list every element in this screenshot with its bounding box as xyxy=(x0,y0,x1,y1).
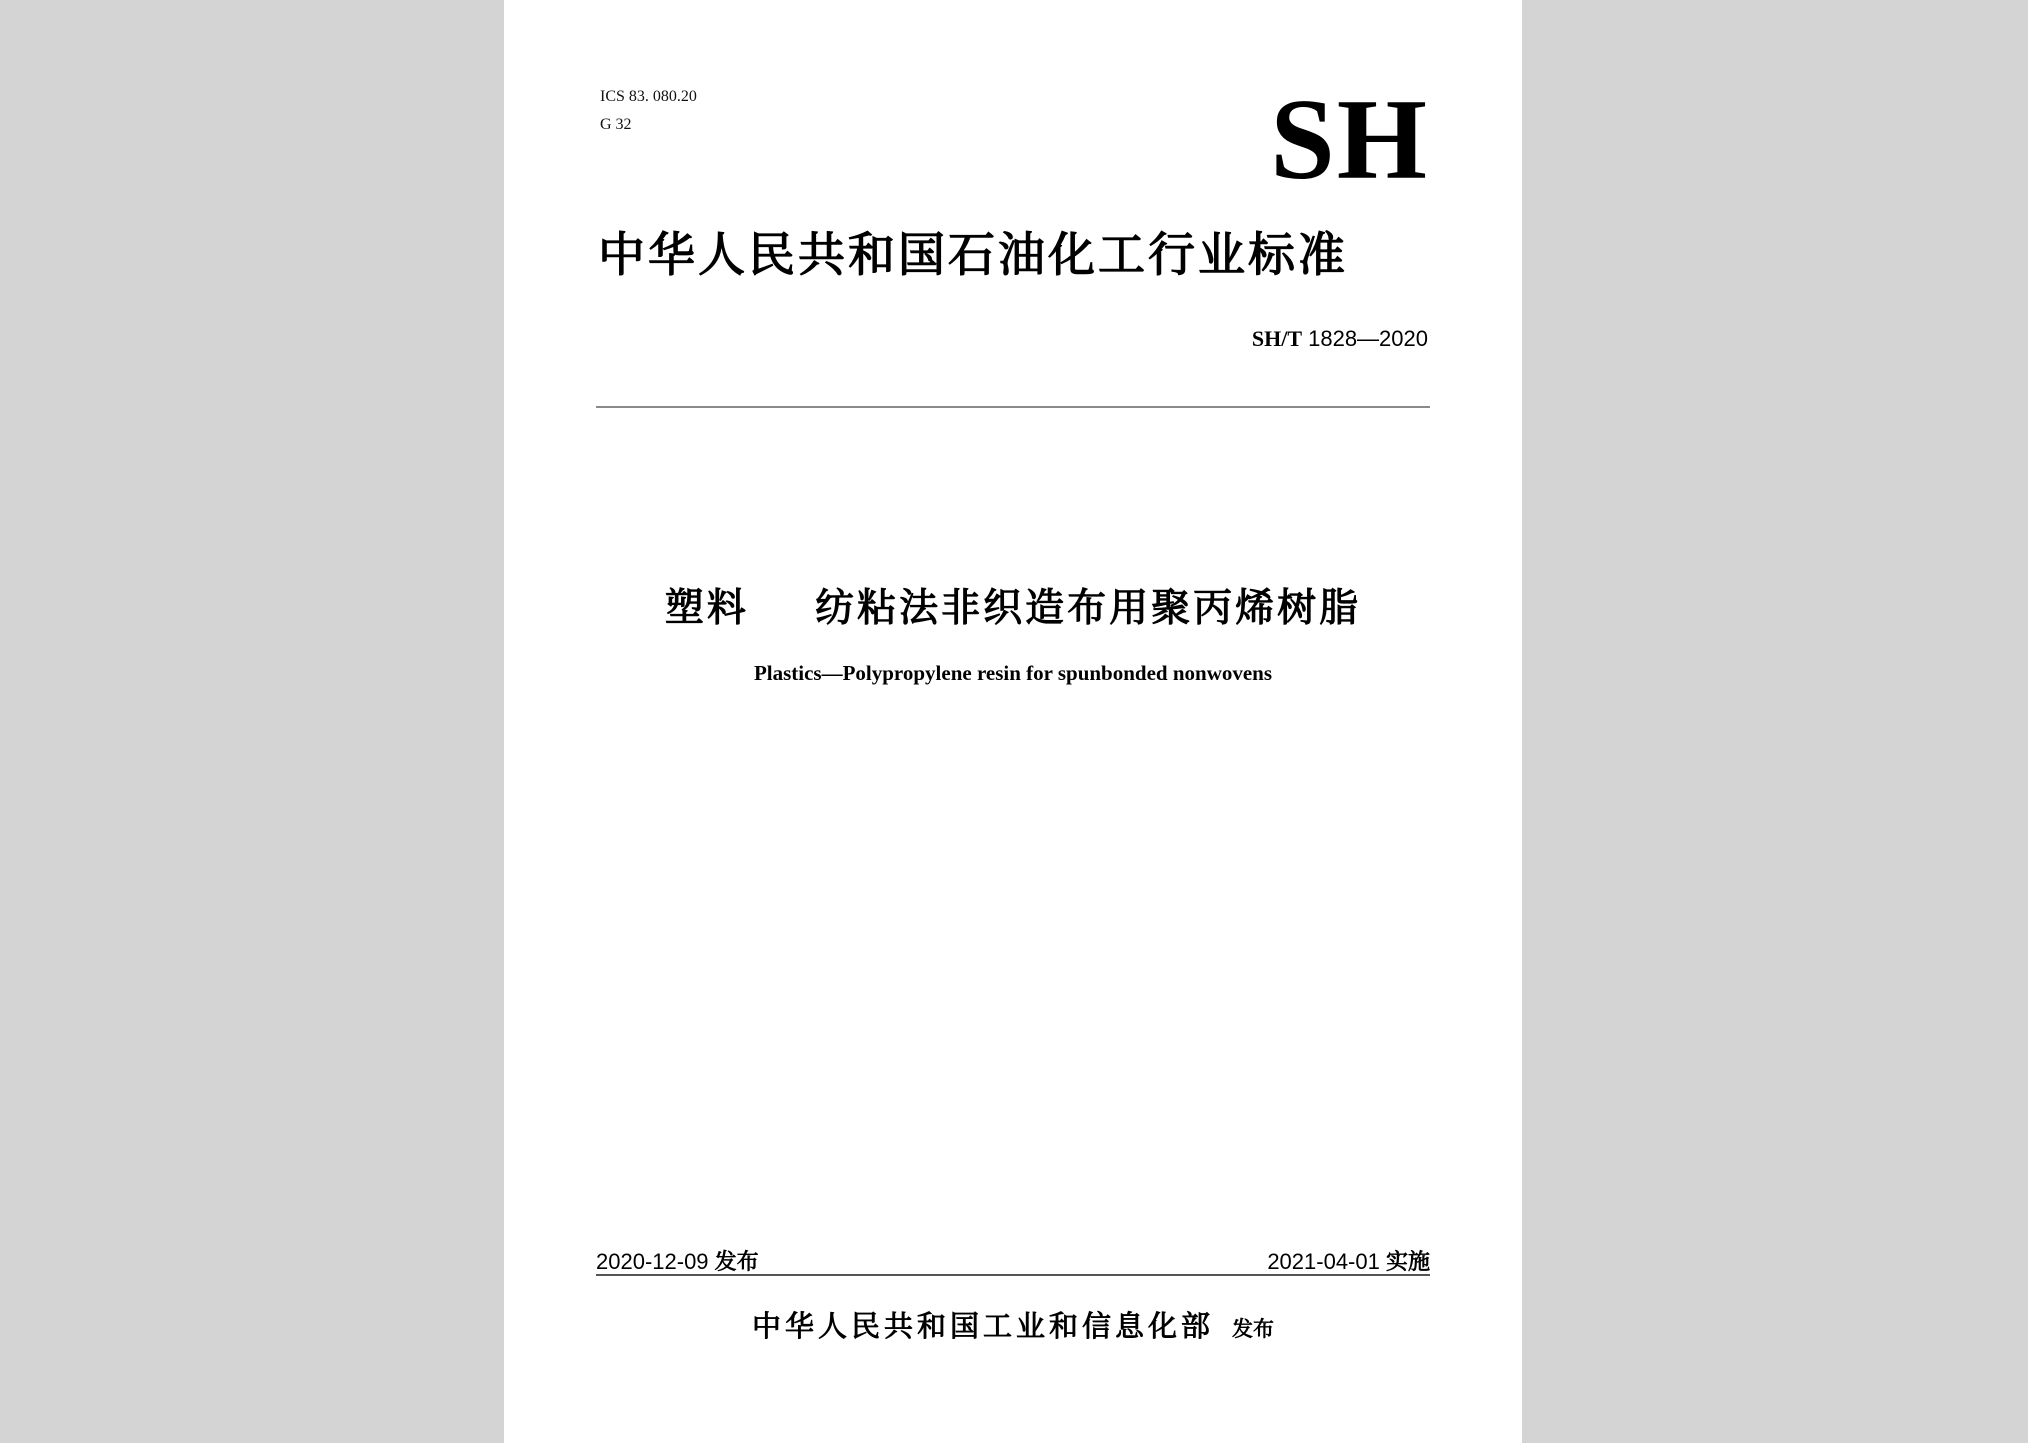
standard-code-prefix: SH/T xyxy=(1251,326,1302,351)
issue-date xyxy=(596,1245,759,1276)
standard-code xyxy=(1252,326,1428,352)
implementation-date-label: 实施 xyxy=(1385,1250,1430,1275)
ics-code: ICS 83. 080.20 xyxy=(600,88,697,105)
bottom-divider xyxy=(596,1274,1430,1276)
implementation-date-value: 2021-04-01 xyxy=(1267,1249,1380,1274)
issue-date-label: 发布 xyxy=(714,1250,759,1275)
sh-logo: SH xyxy=(1270,76,1429,204)
document-page xyxy=(504,0,1522,1443)
chinese-title: 塑料 纺粘法非织造布用聚丙烯树脂 xyxy=(664,586,1362,631)
english-title: Plastics—Polypropylene resin for spunbonded nonwovens xyxy=(753,661,1273,685)
ccs-code: G 32 xyxy=(600,116,632,133)
issuer-suffix: 发布 xyxy=(1232,1317,1274,1341)
implementation-date xyxy=(1267,1245,1430,1276)
top-divider xyxy=(596,406,1430,408)
standard-category-title: 中华人民共和国石油化工行业标准 xyxy=(598,228,1348,283)
issuer xyxy=(504,1304,1522,1345)
standard-code-number: 1828—2020 xyxy=(1302,326,1428,351)
issuer-name: 中华人民共和国工业和信息化部 xyxy=(751,1309,1214,1343)
issue-date-value: 2020-12-09 xyxy=(596,1249,709,1274)
